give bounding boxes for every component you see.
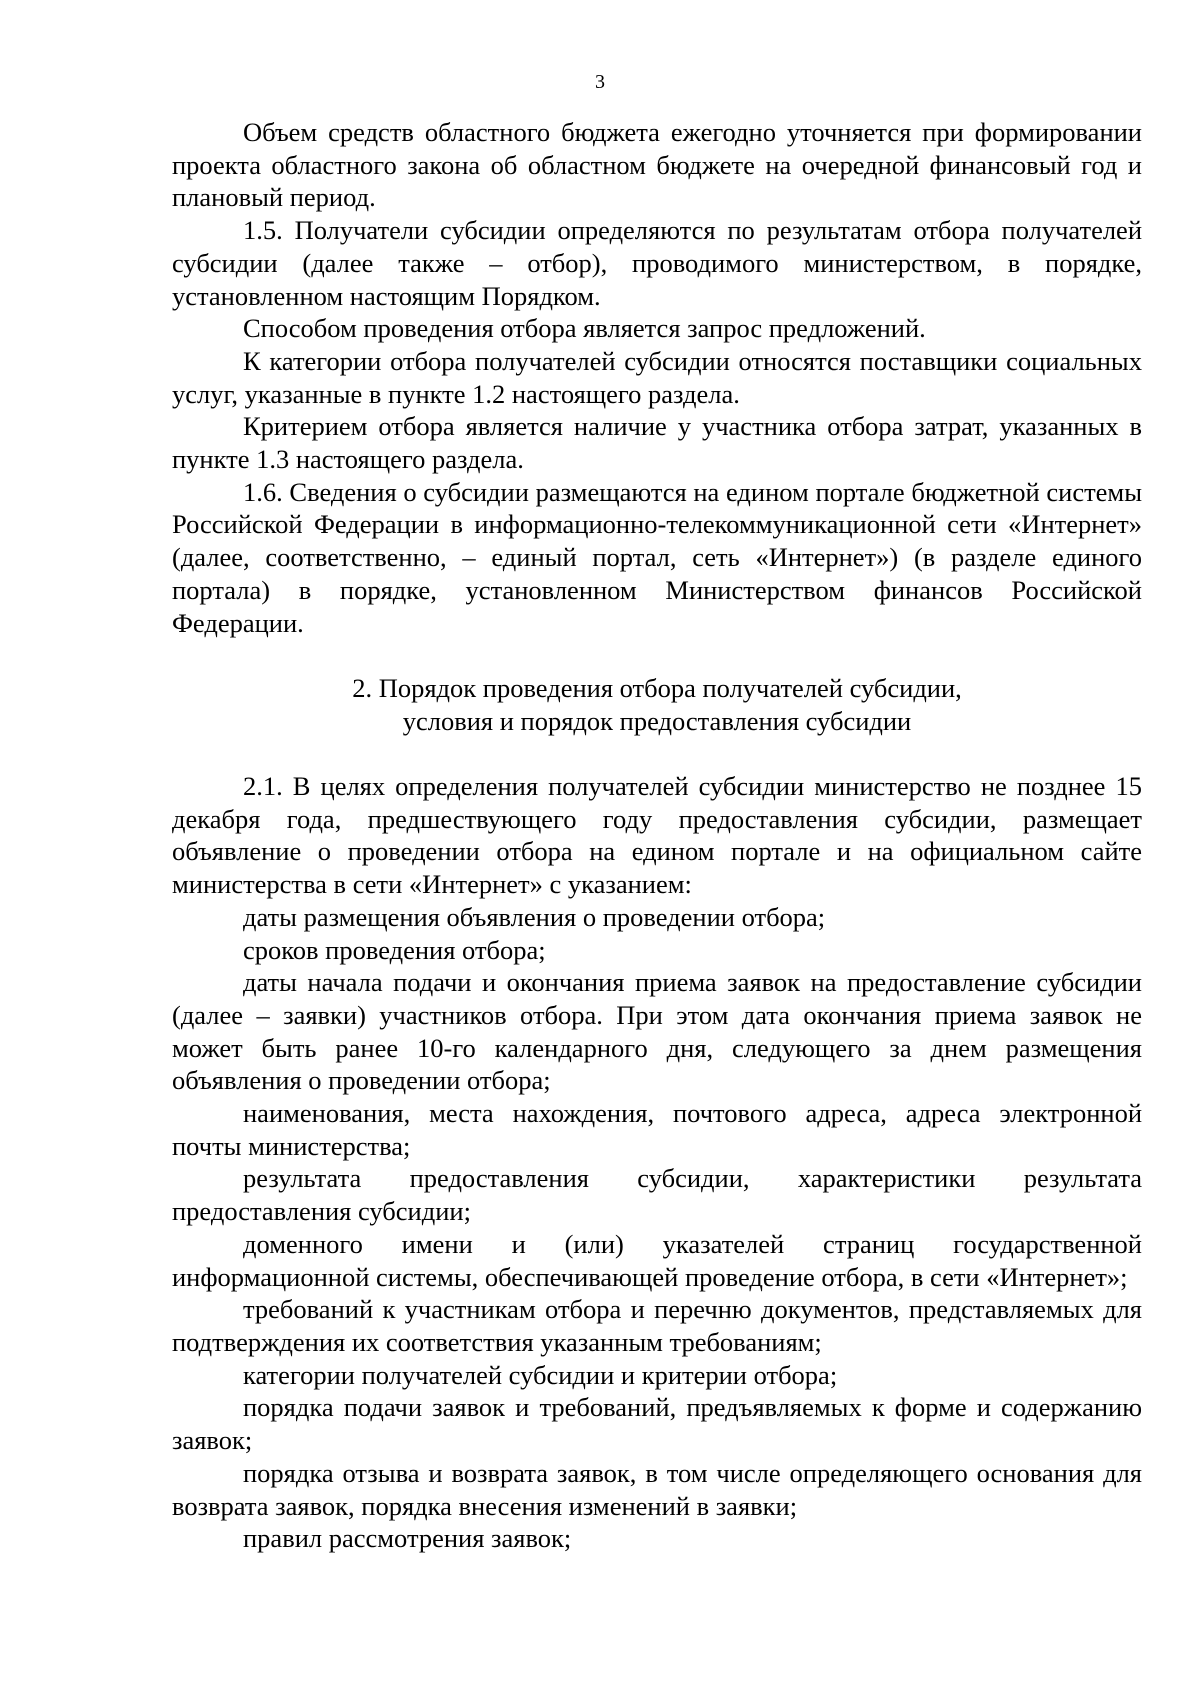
list-item: наименования, места нахождения, почтового адреса, адреса электронной почты министерства; [172, 1098, 1142, 1161]
paragraph: 1.6. Сведения о субсидии размещаются на едином портале бюджетной системы Российской Федерации в информационно-телекоммуникационной сети «Интернет» (далее, соответственно, – единый портал, сеть «Интернет») (в разделе единого портала) в порядке, установленном Министерством финансов Российской Федерации. [172, 476, 1142, 638]
list-item: сроков проведения отбора; [243, 934, 546, 965]
paragraph: Критерием отбора является наличие у участника отбора затрат, указанных в пункте 1.3 настоящего раздела. [172, 411, 1142, 475]
paragraph: Способом проведения отбора является запрос предложений. [243, 313, 926, 344]
section-heading [172, 672, 1142, 737]
list-item: даты размещения объявления о проведении отбора; [243, 901, 826, 932]
paragraph: 1.5. Получатели субсидии определяются по результатам отбора получателей субсидии (далее также – отбор), проводимого министерством, в порядке, установленном настоящим Порядком. [172, 215, 1142, 311]
page-number: 3 [595, 71, 605, 93]
paragraph: 2.1. В целях определения получателей субсидии министерство не позднее 15 декабря года, предшествующего году предоставления субсидии, размещает объявление о проведении отбора на едином портале и на официальном сайте министерства в сети «Интернет» с указанием: [172, 771, 1142, 900]
list-item: результата предоставления субсидии, характеристики результата предоставления субсидии; [172, 1163, 1142, 1227]
section-heading-line: условия и порядок предоставления субсидии [402, 705, 912, 736]
list-item: категории получателей субсидии и критерии отбора; [243, 1359, 838, 1390]
list-item: порядка отзыва и возврата заявок, в том числе определяющего основания для возврата заявок, порядка внесения изменений в заявки; [172, 1457, 1142, 1521]
list-item: требований к участникам отбора и перечню документов, представляемых для подтверждения их соответствия указанным требованиям; [172, 1294, 1142, 1357]
document-body [172, 116, 1142, 1555]
list-item: порядка подачи заявок и требований, предъявляемых к форме и содержанию заявок; [172, 1392, 1142, 1456]
section-heading-line: 2. Порядок проведения отбора получателей субсидии, [352, 672, 962, 703]
paragraph: К категории отбора получателей субсидии относятся поставщики социальных услуг, указанные в пункте 1.2 настоящего раздела. [172, 345, 1142, 409]
list-item: даты начала подачи и окончания приема заявок на предоставление субсидии (далее – заявки) участников отбора. При этом дата окончания приема заявок не может быть ранее 10-го календарного дня, следующего за днем размещения объявления о проведении отбора; [172, 967, 1142, 1096]
list-item: правил рассмотрения заявок; [243, 1523, 572, 1554]
paragraph: Объем средств областного бюджета ежегодно уточняется при формировании проекта областного закона об областном бюджете на очередной финансовый год и плановый период. [172, 117, 1142, 213]
list-item: доменного имени и (или) указателей страниц государственной информационной системы, обеспечивающей проведение отбора, в сети «Интернет»; [172, 1228, 1142, 1292]
